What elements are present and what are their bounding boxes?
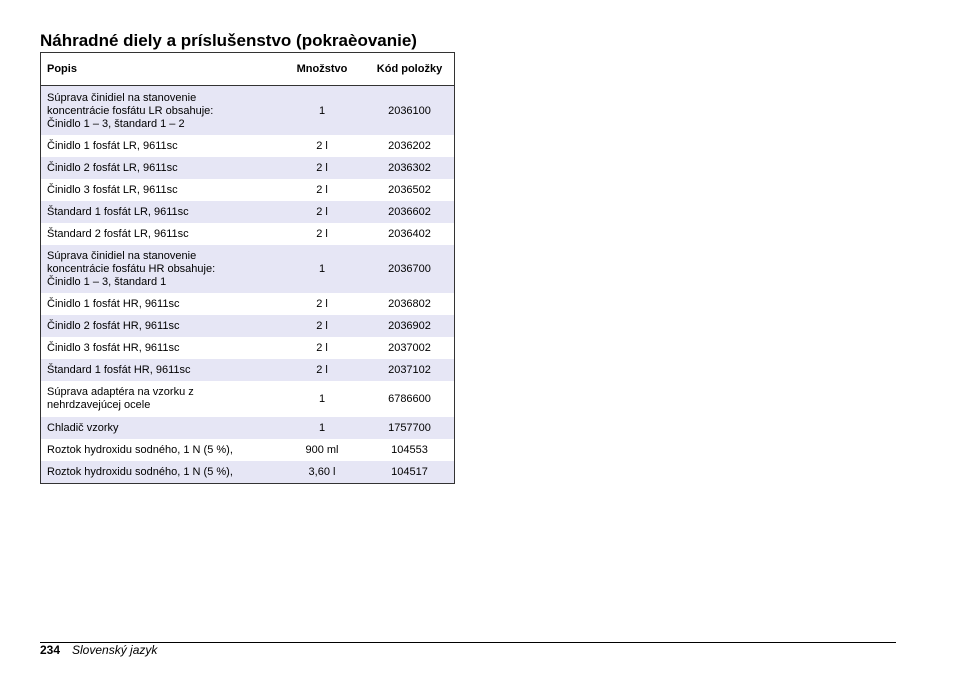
page-title: Náhradné diely a príslušenstvo (pokraèovanie) (40, 31, 417, 50)
cell-quantity: 2 l (316, 297, 328, 310)
table-row (41, 179, 455, 201)
description-line: Štandard 1 fosfát LR, 9611sc (47, 205, 189, 218)
cell-quantity: 1 (279, 245, 365, 293)
cell-code: 6786600 (388, 392, 431, 405)
table-header-row (41, 53, 455, 86)
table-row (41, 245, 455, 293)
header-quantity: Množstvo (279, 53, 365, 86)
description-line: Činidlo 1 – 3, štandard 1 – 2 (47, 117, 185, 130)
table-row (41, 439, 455, 461)
cell-code: 2036302 (365, 157, 455, 179)
table-row (41, 135, 455, 157)
cell-quantity: 2 l (316, 227, 328, 240)
cell-description (41, 417, 280, 439)
cell-quantity: 2 l (279, 157, 365, 179)
description-line: Činidlo 3 fosfát HR, 9611sc (47, 341, 180, 354)
description-line: Činidlo 2 fosfát HR, 9611sc (47, 319, 180, 332)
cell-code: 1757700 (365, 417, 455, 439)
table-row (41, 337, 455, 359)
header-code: Kód položky (365, 53, 455, 86)
parts-table (40, 52, 455, 484)
cell-code: 2036602 (365, 201, 455, 223)
cell-code: 2037002 (388, 341, 431, 354)
cell-code: 2036802 (388, 297, 431, 310)
cell-code: 104553 (391, 443, 428, 456)
table-row (41, 201, 455, 223)
cell-description (41, 135, 280, 157)
cell-quantity: 2 l (316, 183, 328, 196)
description-line: Činidlo 3 fosfát LR, 9611sc (47, 183, 178, 196)
cell-quantity: 1 (279, 417, 365, 439)
description-line: Roztok hydroxidu sodného, 1 N (5 %), (47, 443, 233, 456)
cell-quantity: 2 l (316, 341, 328, 354)
cell-quantity: 2 l (316, 139, 328, 152)
cell-description (41, 223, 280, 245)
page-number: 234 (40, 643, 61, 657)
cell-description (41, 337, 280, 359)
cell-description (41, 86, 280, 136)
table-row (41, 315, 455, 337)
cell-code: 2036402 (388, 227, 431, 240)
description-line: Súprava činidiel na stanovenie (47, 249, 197, 262)
footer-language: Slovenský jazyk (72, 643, 158, 657)
cell-code: 2037102 (365, 359, 455, 381)
description-line: koncentrácie fosfátu HR obsahuje: (47, 262, 216, 275)
cell-quantity: 1 (318, 392, 326, 405)
footer-rule (40, 642, 896, 643)
description-line: Činidlo 1 fosfát LR, 9611sc (47, 139, 178, 152)
description-line: Činidlo 2 fosfát LR, 9611sc (47, 161, 178, 174)
cell-code: 2036502 (388, 183, 431, 196)
table-row (41, 359, 455, 381)
cell-description (41, 293, 280, 315)
cell-code: 2036100 (365, 86, 455, 136)
cell-quantity: 1 (279, 86, 365, 136)
table-row (41, 381, 455, 417)
cell-description (41, 381, 280, 417)
cell-code: 2036902 (365, 315, 455, 337)
cell-quantity: 3,60 l (279, 461, 365, 484)
cell-description (41, 439, 280, 461)
cell-description (41, 157, 280, 179)
cell-description (41, 315, 280, 337)
cell-description (41, 461, 280, 484)
description-line: Roztok hydroxidu sodného, 1 N (5 %), (47, 465, 233, 478)
cell-description (41, 245, 280, 293)
cell-quantity: 900 ml (305, 443, 339, 456)
cell-code: 2036700 (365, 245, 455, 293)
cell-description (41, 359, 280, 381)
table-row (41, 461, 455, 484)
cell-quantity: 2 l (279, 315, 365, 337)
description-line: koncentrácie fosfátu LR obsahuje: (47, 104, 214, 117)
cell-quantity: 2 l (279, 359, 365, 381)
description-line: nehrdzavejúcej ocele (47, 399, 151, 411)
table-body (41, 86, 455, 484)
table-row (41, 223, 455, 245)
cell-code: 104517 (365, 461, 455, 484)
description-line: Činidlo 1 fosfát HR, 9611sc (47, 297, 180, 310)
cell-description (41, 201, 280, 223)
description-line: Chladič vzorky (47, 421, 119, 434)
cell-description (41, 179, 280, 201)
description-line: Súprava činidiel na stanovenie (47, 91, 197, 104)
description-line: Štandard 1 fosfát HR, 9611sc (47, 363, 191, 376)
description-line: Činidlo 1 – 3, štandard 1 (47, 275, 167, 288)
cell-code: 2036202 (388, 139, 431, 152)
table-row (41, 86, 455, 136)
table-row (41, 417, 455, 439)
header-description: Popis (41, 53, 280, 86)
table-row (41, 293, 455, 315)
cell-quantity: 2 l (279, 201, 365, 223)
table-row (41, 157, 455, 179)
description-line: Súprava adaptéra na vzorku z (47, 386, 194, 398)
description-line: Štandard 2 fosfát LR, 9611sc (47, 227, 189, 240)
